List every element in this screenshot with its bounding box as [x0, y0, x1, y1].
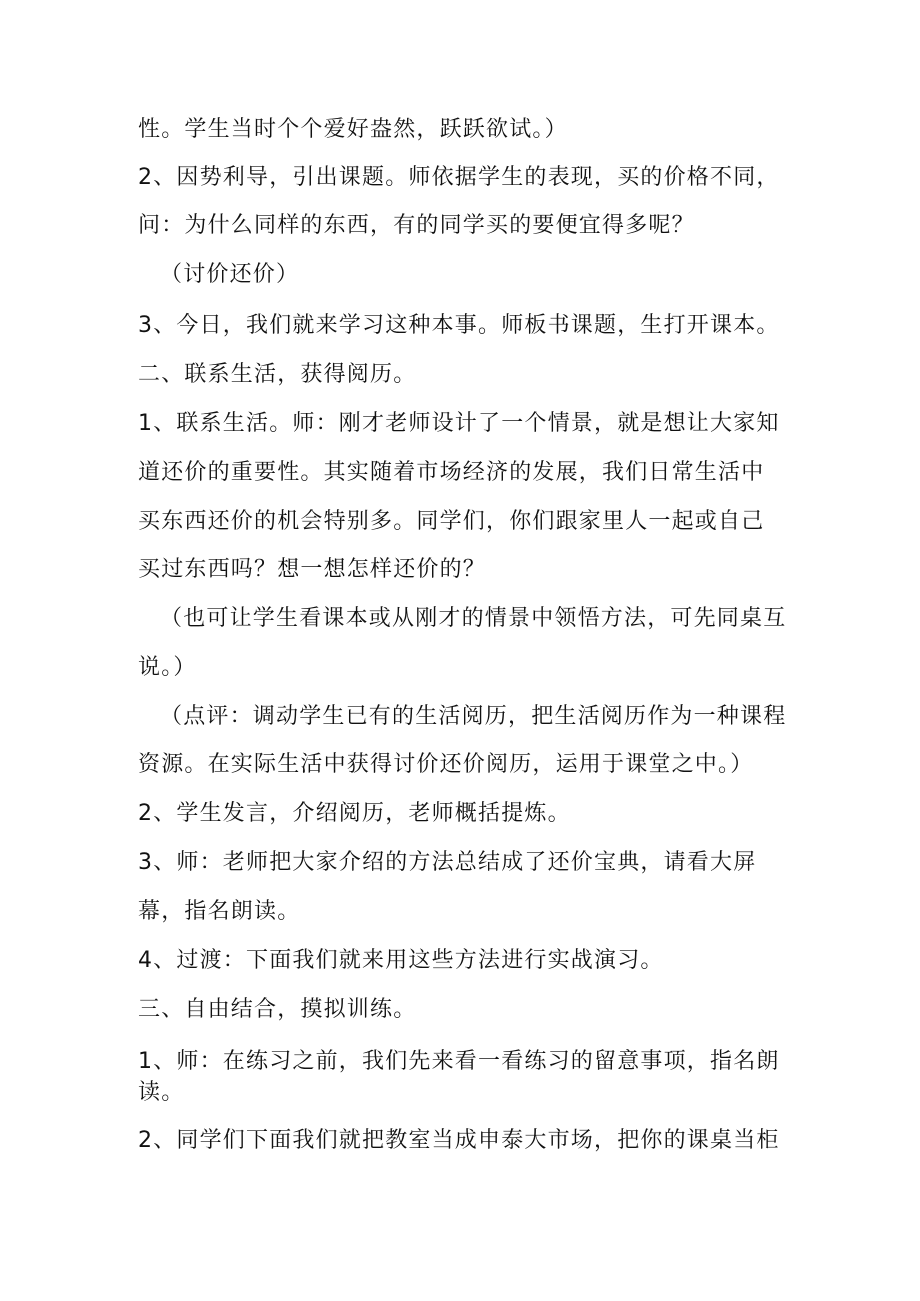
text-line-22: 2、同学们下面我们就把教室当成申泰大市场，把你的课桌当柜	[138, 1128, 780, 1153]
text-line-16: 3、师：老师把大家介绍的方法总结成了还价宝典，请看大屏	[138, 850, 757, 875]
text-line-11: （也可让学生看课本或从刚才的情景中领悟方法，可先同桌互	[160, 606, 787, 631]
text-line-3: 问：为什么同样的东西，有的同学买的要便宜得多呢？	[138, 213, 695, 238]
text-line-21: 读。	[138, 1080, 185, 1105]
text-line-8: 道还价的重要性。其实随着市场经济的发展，我们日常生活中	[138, 460, 765, 485]
text-line-9: 买东西还价的机会特别多。同学们，你们跟家里人一起或自己	[138, 509, 765, 534]
comment-line-1: （点评：调动学生已有的生活阅历，把生活阅历作为一种课程	[160, 704, 787, 729]
text-line-12: 说。）	[138, 655, 197, 680]
text-line-10: 买过东西吗？想一想怎样还价的？	[138, 557, 487, 582]
text-line-17: 幕，指名朗读。	[138, 899, 301, 924]
text-line-2: 2、因势利导，引出课题。师依据学生的表现，买的价格不同，	[138, 165, 780, 190]
text-line-7: 1、联系生活。师：刚才老师设计了一个情景，就是想让大家知	[138, 411, 780, 436]
text-line-5: 3、今日，我们就来学习这种本事。师板书课题，生打开课本。	[138, 313, 780, 338]
text-line-4: （讨价还价）	[160, 262, 300, 287]
section-heading-2: 二、联系生活，获得阅历。	[138, 362, 417, 387]
comment-line-2: 资源。在实际生活中获得讨价还价阅历，运用于课堂之中。）	[138, 752, 754, 777]
section-heading-3: 三、自由结合，摸拟训练。	[138, 997, 417, 1022]
text-line-20: 1、师：在练习之前，我们先来看一看练习的留意事项，指名朗	[138, 1049, 780, 1074]
text-line-18: 4、过渡：下面我们就来用这些方法进行实战演习。	[138, 948, 664, 973]
text-line-1: 性。学生当时个个爱好盎然，跃跃欲试。）	[138, 117, 568, 142]
text-line-15: 2、学生发言，介绍阅历，老师概括提炼。	[138, 801, 571, 826]
